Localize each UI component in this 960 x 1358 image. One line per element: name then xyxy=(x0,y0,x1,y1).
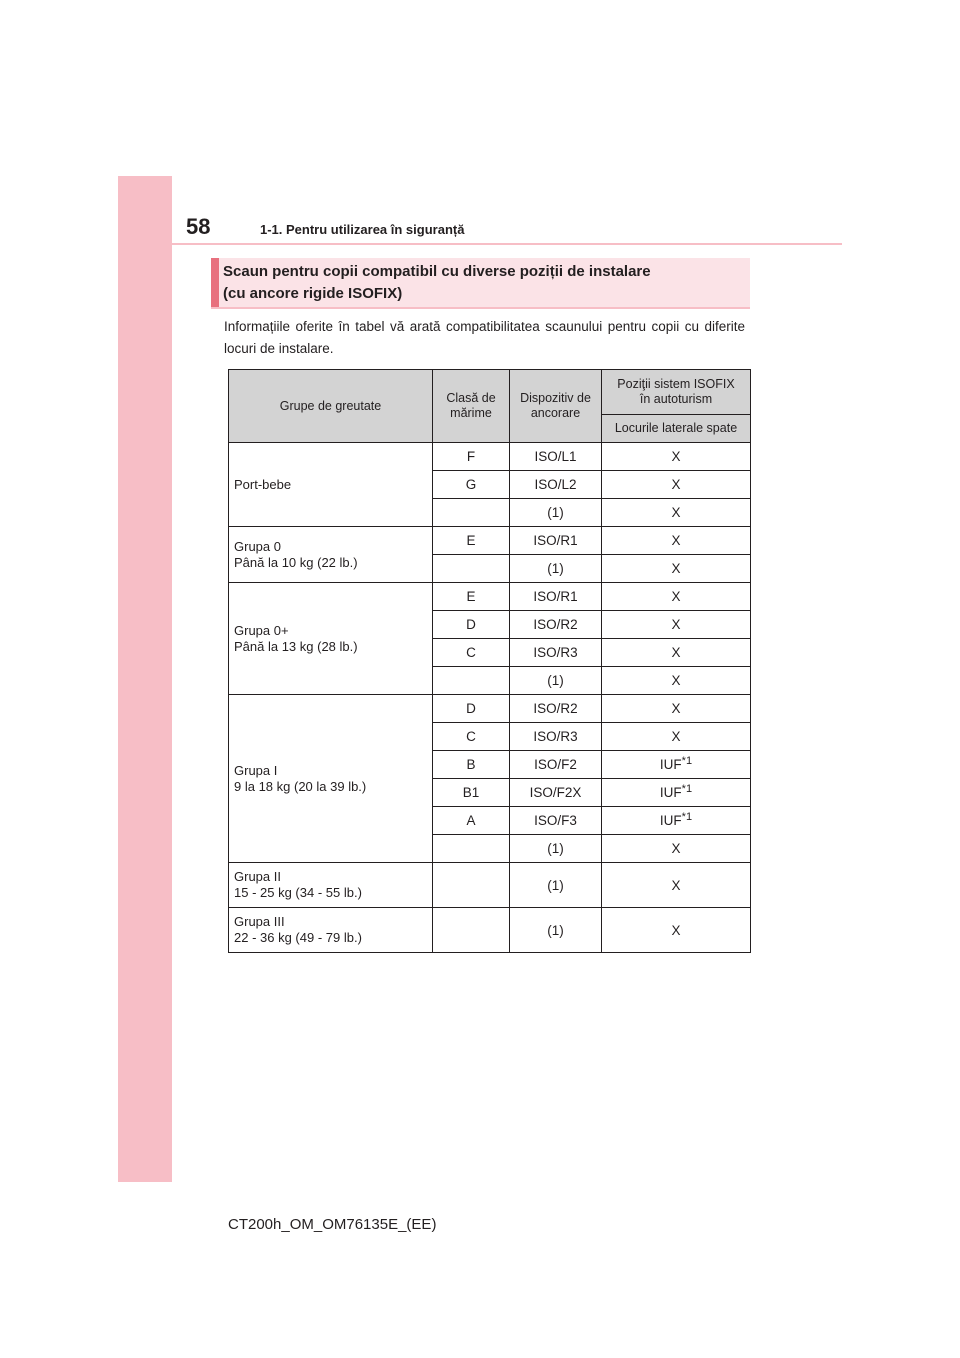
fixture-cell: ISO/R3 xyxy=(510,723,602,751)
fixture-cell: ISO/R2 xyxy=(510,695,602,723)
footnote-mark: *1 xyxy=(681,755,693,767)
compatibility-cell: X xyxy=(602,723,751,751)
compatibility-cell: IUF$^{*1}$ xyxy=(602,751,751,779)
size-class-cell xyxy=(433,555,510,583)
compatibility-cell: X xyxy=(602,639,751,667)
fixture-cell: ISO/R3 xyxy=(510,639,602,667)
table-row xyxy=(229,443,751,471)
size-class-cell: D xyxy=(433,695,510,723)
compatibility-cell: IUF$^{*1}$ xyxy=(602,779,751,807)
document-code: CT200h_OM_OM76135E_(EE) xyxy=(228,1216,437,1233)
size-class-cell xyxy=(433,863,510,908)
fixture-cell: ISO/R1 xyxy=(510,527,602,555)
header-weight-groups: Grupe de greutate xyxy=(229,370,433,443)
compatibility-cell: X xyxy=(602,583,751,611)
size-class-cell: B1 xyxy=(433,779,510,807)
table-row xyxy=(229,863,751,908)
section-heading xyxy=(211,258,750,309)
header-size-class: Clasă de mărime xyxy=(433,370,510,443)
compatibility-cell: X xyxy=(602,527,751,555)
fixture-cell: ISO/R2 xyxy=(510,611,602,639)
fixture-cell: ISO/L2 xyxy=(510,471,602,499)
size-class-cell xyxy=(433,908,510,953)
header-rear-outboard: Locurile laterale spate xyxy=(602,415,751,443)
fixture-cell: (1) xyxy=(510,499,602,527)
size-class-cell: F xyxy=(433,443,510,471)
table-row xyxy=(229,908,751,953)
fixture-cell: (1) xyxy=(510,908,602,953)
chapter-title: 1-1. Pentru utilizarea în siguranță xyxy=(260,222,465,237)
size-class-cell: E xyxy=(433,583,510,611)
size-class-cell: C xyxy=(433,639,510,667)
compatibility-cell: X xyxy=(602,443,751,471)
size-class-cell: A xyxy=(433,807,510,835)
group-cell: Port-bebe xyxy=(229,443,433,527)
section-title xyxy=(223,261,651,305)
compatibility-cell: X xyxy=(602,695,751,723)
compatibility-cell: X xyxy=(602,667,751,695)
group-cell: Grupa 0 Până la 10 kg (22 lb.) xyxy=(229,527,433,583)
fixture-cell: ISO/L1 xyxy=(510,443,602,471)
size-class-cell xyxy=(433,835,510,863)
group-cell: Grupa III 22 - 36 kg (49 - 79 lb.) xyxy=(229,908,433,953)
compatibility-cell: X xyxy=(602,471,751,499)
header-isofix-positions: Poziţii sistem ISOFIX în autoturism xyxy=(602,370,751,415)
footnote-mark: *1 xyxy=(681,783,693,795)
compatibility-cell: X xyxy=(602,908,751,953)
compatibility-cell: X xyxy=(602,863,751,908)
fixture-cell: ISO/F3 xyxy=(510,807,602,835)
page-number: 58 xyxy=(186,214,211,239)
compatibility-cell: X xyxy=(602,835,751,863)
intro-paragraph: Informațiile oferite în tabel vă arată compatibilitatea scaunului pentru copii cu diferite locuri de instalare. xyxy=(224,319,745,356)
table-row xyxy=(229,583,751,611)
compatibility-cell: X xyxy=(602,611,751,639)
group-cell: Grupa II 15 - 25 kg (34 - 55 lb.) xyxy=(229,863,433,908)
size-class-cell: C xyxy=(433,723,510,751)
header-fixture: Dispozitiv de ancorare xyxy=(510,370,602,443)
footnote-mark: *1 xyxy=(681,811,693,823)
size-class-cell xyxy=(433,499,510,527)
fixture-cell: (1) xyxy=(510,667,602,695)
header-rule xyxy=(118,243,842,245)
size-class-cell: D xyxy=(433,611,510,639)
fixture-cell: ISO/F2 xyxy=(510,751,602,779)
compatibility-cell: IUF$^{*1}$ xyxy=(602,807,751,835)
fixture-cell: (1) xyxy=(510,863,602,908)
fixture-cell: (1) xyxy=(510,835,602,863)
isofix-compatibility-table xyxy=(228,369,751,953)
size-class-cell: E xyxy=(433,527,510,555)
table-row xyxy=(229,695,751,723)
group-cell: Grupa I 9 la 18 kg (20 la 39 lb.) xyxy=(229,695,433,863)
compatibility-cell: X xyxy=(602,499,751,527)
side-tab-band xyxy=(118,176,172,1182)
section-title-line-1: Scaun pentru copii compatibil cu diverse poziții de instalare xyxy=(223,263,651,280)
fixture-cell: ISO/F2X xyxy=(510,779,602,807)
table-row xyxy=(229,527,751,555)
size-class-cell xyxy=(433,667,510,695)
compatibility-cell: X xyxy=(602,555,751,583)
fixture-cell: (1) xyxy=(510,555,602,583)
fixture-cell: ISO/R1 xyxy=(510,583,602,611)
group-cell: Grupa 0+ Până la 13 kg (28 lb.) xyxy=(229,583,433,695)
section-accent-bar xyxy=(211,258,219,307)
size-class-cell: G xyxy=(433,471,510,499)
section-title-line-2: (cu ancore rigide ISOFIX) xyxy=(223,285,403,302)
size-class-cell: B xyxy=(433,751,510,779)
